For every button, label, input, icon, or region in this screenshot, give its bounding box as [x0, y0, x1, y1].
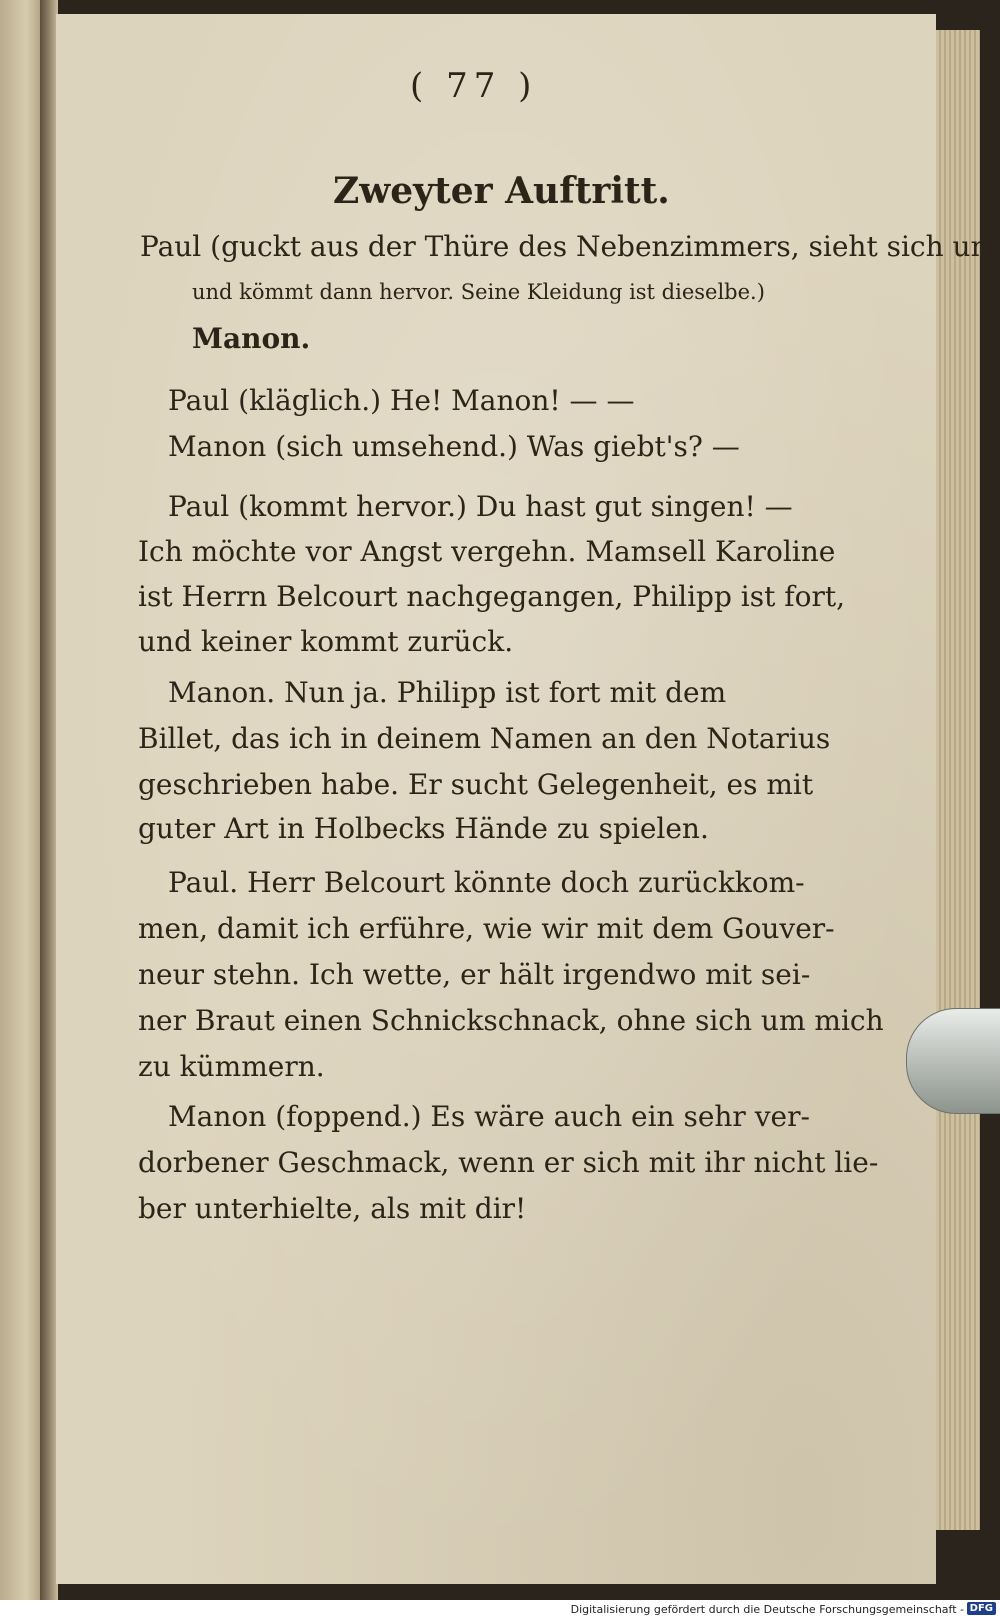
- text-line: ner Braut einen Schnickschnack, ohne sich um mich: [138, 1004, 884, 1037]
- text-line: Ich möchte vor Angst vergehn. Mamsell Karoline: [138, 535, 836, 568]
- text-line: Paul. Herr Belcourt könnte doch zurückkom-: [168, 866, 805, 899]
- text-line: und kömmt dann hervor. Seine Kleidung ist dieselbe.): [192, 280, 765, 304]
- text-line: men, damit ich erführe, wie wir mit dem Gouver-: [138, 912, 835, 945]
- text-line: Paul (guckt aus der Thüre des Nebenzimmers, sieht sich um: [140, 230, 998, 263]
- text-line: Billet, das ich in deinem Namen an den Notarius: [138, 722, 831, 755]
- text-line: ber unterhielte, als mit dir!: [138, 1192, 527, 1225]
- text-line: Paul (kläglich.) He! Manon! — —: [168, 384, 635, 417]
- scene-heading: Zweyter Auftritt.: [333, 170, 670, 212]
- text-line: dorbener Geschmack, wenn er sich mit ihr nicht lie-: [138, 1146, 879, 1179]
- text-line: zu kümmern.: [138, 1050, 325, 1083]
- footer-credit: Digitalisierung gefördert durch die Deutsche Forschungsgemeinschaft -: [570, 1603, 964, 1616]
- text-line: geschrieben habe. Er sucht Gelegenheit, es mit: [138, 768, 814, 801]
- text-line: Manon. Nun ja. Philipp ist fort mit dem: [168, 676, 727, 709]
- page-holder-clip: [906, 1008, 1000, 1114]
- text-line: Manon (foppend.) Es wäre auch ein sehr ver-: [168, 1100, 810, 1133]
- text-line: guter Art in Holbecks Hände zu spielen.: [138, 812, 709, 845]
- text-line: Manon.: [192, 322, 311, 355]
- text-line: neur stehn. Ich wette, er hält irgendwo mit sei-: [138, 958, 811, 991]
- text-line: Manon (sich umsehend.) Was giebt's? —: [168, 430, 740, 463]
- dfg-logo: DFG: [967, 1602, 996, 1615]
- text-line: Paul (kommt hervor.) Du hast gut singen! —: [168, 490, 793, 523]
- text-line: ist Herrn Belcourt nachgegangen, Philipp ist fort,: [138, 580, 846, 613]
- text-line: und keiner kommt zurück.: [138, 625, 514, 658]
- page-number: ( 77 ): [410, 66, 538, 106]
- left-page-edge: [0, 0, 44, 1600]
